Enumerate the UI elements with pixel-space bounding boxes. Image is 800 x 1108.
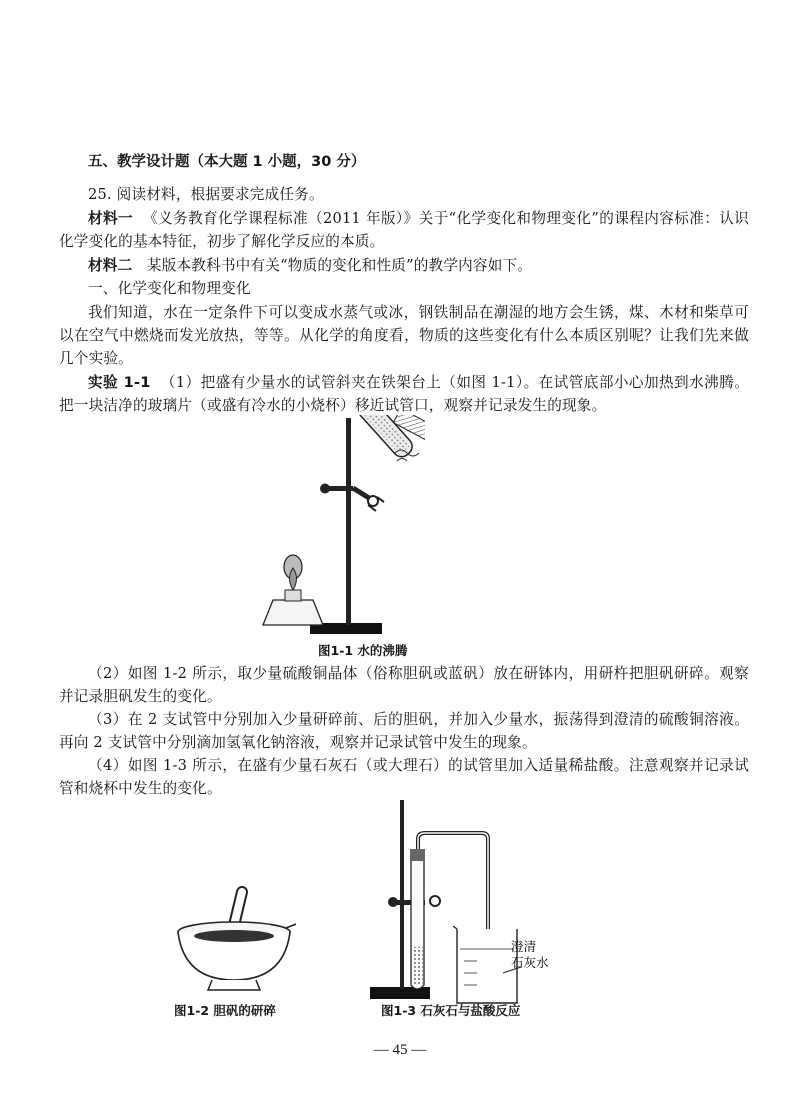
experiment-step-1 <box>59 371 749 417</box>
figure-1-3-caption: 图1-3 石灰石与盐酸反应 <box>381 1003 521 1018</box>
beaker-label-line2: 石灰水 <box>511 955 549 970</box>
subheading: 一、化学变化和物理变化 <box>88 280 251 297</box>
question-intro: 25. 阅读材料，根据要求完成任务。 <box>88 186 324 203</box>
material-two-text: 某版本教科书中有关“物质的变化和性质”的教学内容如下。 <box>146 257 533 274</box>
stand-rod <box>346 418 351 625</box>
material-one-label: 材料一 <box>88 210 133 227</box>
experiment-step-4: （4）如图 1-3 所示，在盛有少量石灰石（或大理石）的试管里加入适量稀盐酸。注意观察并记录试管和烧杯中发生的变化。 <box>59 757 749 797</box>
mortar <box>178 922 296 990</box>
step-1-text: （1）把盛有少量水的试管斜夹在铁架台上（如图 1-1）。在试管底部小心加热到水沸腾。把一块洁净的玻璃片（或盛有冷水的小烧杯）移近试管口，观察并记录发生的现象。 <box>59 374 750 414</box>
material-one-text: 《义务教育化学课程标准（2011 年版）》关于“化学变化和物理变化”的课程内容标准：认识化学变化的基本特征，初步了解化学反应的本质。 <box>59 210 749 250</box>
material-one <box>59 207 749 253</box>
figure-1-2 <box>172 880 302 995</box>
clamp <box>320 484 384 512</box>
figure-1-3 <box>365 797 555 1012</box>
test-tube <box>410 849 425 989</box>
material-two <box>59 254 749 277</box>
section-title: 五、教学设计题（本大题 1 小题，30 分） <box>88 154 366 170</box>
intro-paragraph: 我们知道，水在一定条件下可以变成水蒸气或冰，钢铁制品在潮湿的地方会生锈，煤、木材和柴草可以在空气中燃烧而发光放热，等等。从化学的角度看，物质的这些变化有什么本质区别呢？让我们先来做几个实验。 <box>59 304 749 367</box>
experiment-step-3: （3）在 2 支试管中分别加入少量研碎前、后的胆矾，并加入少量水，振荡得到澄清的硫酸铜溶液。再向 2 支试管中分别滴加氢氧化钠溶液，观察并记录试管中发生的现象。 <box>59 711 749 751</box>
figure-1-1-caption: 图1-1 水的沸腾 <box>318 643 408 658</box>
material-two-label: 材料二 <box>88 257 133 274</box>
figure-1-1 <box>255 415 425 645</box>
stand-rod <box>400 800 404 989</box>
alcohol-lamp <box>263 568 323 625</box>
page-number: — 45 — <box>373 1042 427 1058</box>
experiment-step-2: （2）如图 1-2 所示，取少量硫酸铜晶体（俗称胆矾或蓝矾）放在研钵内，用研杵把胆矾研碎。观察并记录胆矾发生的变化。 <box>59 665 749 705</box>
beaker-label-line1: 澄清 <box>511 939 537 954</box>
experiment-label: 实验 1-1 <box>88 374 151 391</box>
figure-1-2-caption: 图1-2 胆矾的研碎 <box>174 1003 276 1018</box>
